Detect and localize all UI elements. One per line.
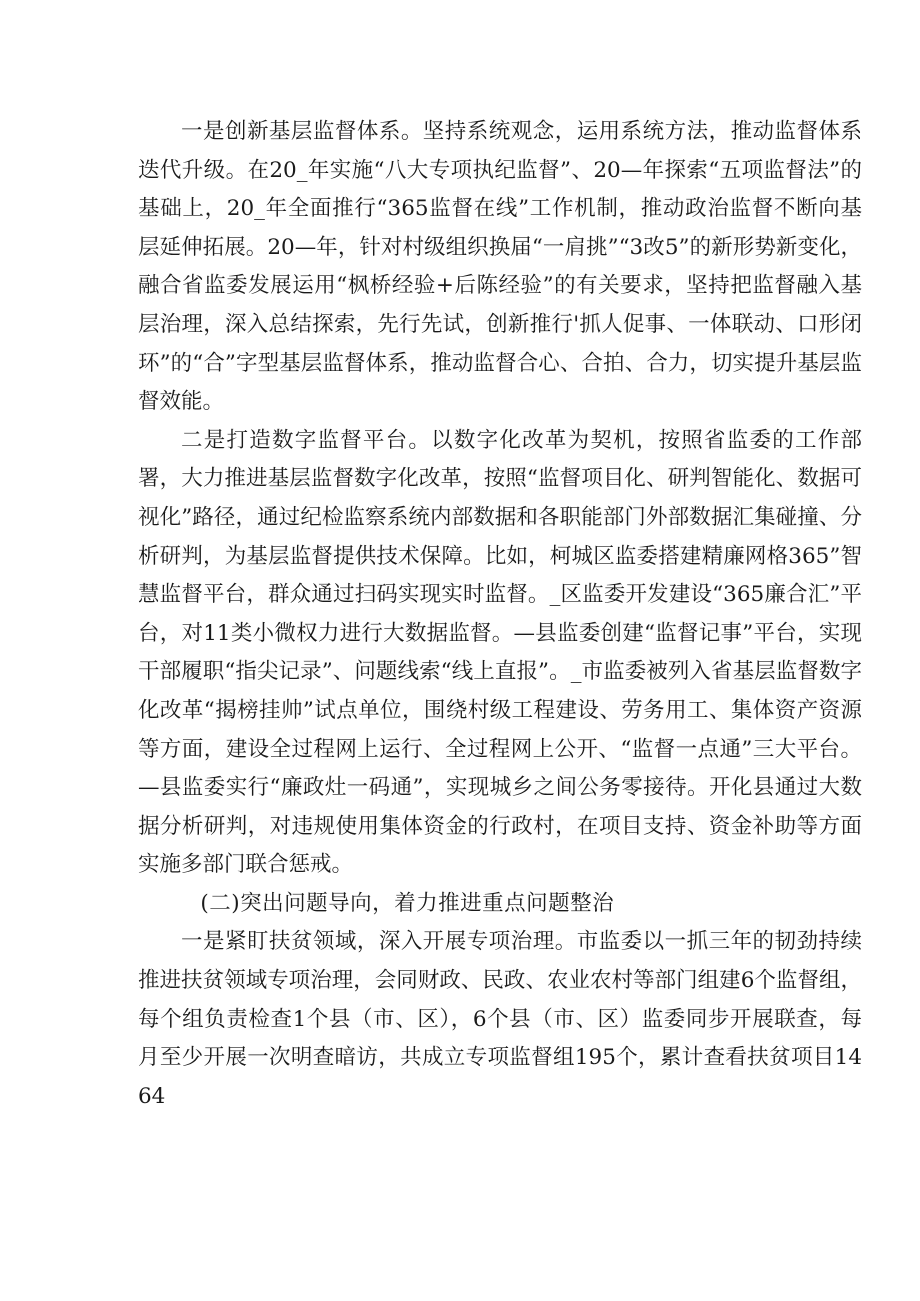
section-heading: (二)突出问题导向，着力推进重点问题整治 xyxy=(200,890,615,916)
paragraph-grassroots-supervision-system: 一是创新基层监督体系。坚持系统观念，运用系统方法，推动监督体系迭代升级。在20_年实施“八大专项执纪监督”、20—年探索“五项监督法”的基础上，20_年全面推行“365监督在线”工作机制，推动政治监督不断向基层延伸拓展。20—年，针对村级组织换届“一肩挑”“3改5”的新形势新变化，融合省监委发展运用“枫桥经验+后陈经验”的有关要求，坚持把监督融入基层治理，深入总结探索，先行先试，创新推行'抓人促事、一体联动、口形闭环”的“合”字型基层监督体系，推动监督合心、合拍、合力，切实提升基层监督效能。 xyxy=(138,119,862,415)
document-body xyxy=(138,113,862,1116)
paragraph-poverty-alleviation: 一是紧盯扶贫领域，深入开展专项治理。市监委以一抓三年的韧劲持续推进扶贫领域专项治理，会同财政、民政、农业农村等部门组建6个监督组，每个组负责检查1个县（市、区），6个县（市、区）监委同步开展联查，每月至少开展一次明查暗访，共成立专项监督组195个，累计查看扶贫项目1464 xyxy=(138,929,862,1109)
paragraph-digital-supervision-platform: 二是打造数字监督平台。以数字化改革为契机，按照省监委的工作部署，大力推进基层监督数字化改革，按照“监督项目化、研判智能化、数据可视化”路径，通过纪检监察系统内部数据和各职能部门外部数据汇集碰撞、分析研判，为基层监督提供技术保障。比如，柯城区监委搭建精廉网格365”智慧监督平台，群众通过扫码实现实时监督。_区监委开发建设“365廉合汇”平台，对11类小微权力进行大数据监督。—县监委创建“监督记事”平台，实现干部履职“指尖记录”、问题线索“线上直报”。_市监委被列入省基层监督数字化改革“揭榜挂帅”试点单位，围绕村级工程建设、劳务用工、集体资产资源等方面，建设全过程网上运行、全过程网上公开、“监督一点通”三大平台。—县监委实行“廉政灶一码通”，实现城乡之间公务零接待。开化县通过大数据分析研判，对违规使用集体资金的行政村，在项目支持、资金补助等方面实施多部门联合惩戒。 xyxy=(138,427,862,878)
